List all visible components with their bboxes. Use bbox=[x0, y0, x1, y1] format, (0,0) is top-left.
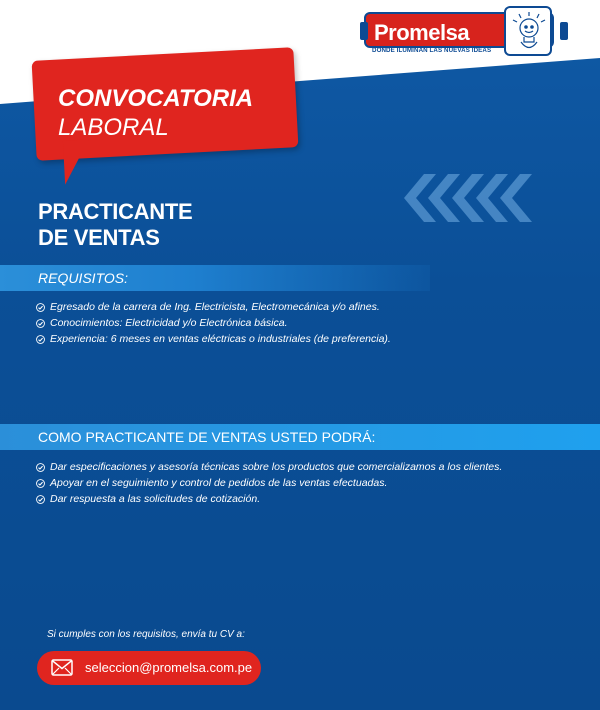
requirement-text: Conocimientos: Electricidad y/o Electrónica básica. bbox=[50, 317, 288, 329]
headline-bubble-tail bbox=[63, 139, 91, 184]
job-title-line1: PRACTICANTE bbox=[38, 199, 193, 224]
duties-list bbox=[36, 459, 502, 507]
list-item bbox=[36, 459, 502, 475]
job-title-line2: DE VENTAS bbox=[38, 225, 160, 250]
requirements-heading: REQUISITOS: bbox=[38, 270, 128, 286]
check-circle-icon bbox=[36, 495, 45, 504]
brand-tagline: DONDE ILUMINAN LAS NUEVAS IDEAS bbox=[372, 47, 492, 54]
headline bbox=[58, 84, 253, 142]
cta-text: Si cumples con los requisitos, envía tu CV a: bbox=[47, 629, 245, 640]
duties-heading-bar bbox=[0, 424, 600, 450]
chevrons-left-icon bbox=[402, 174, 532, 222]
list-item bbox=[36, 331, 391, 347]
requirement-text: Experiencia: 6 meses en ventas eléctricas o industriales (de preferencia). bbox=[50, 333, 391, 345]
logo-cap-left bbox=[360, 22, 368, 40]
check-circle-icon bbox=[36, 319, 45, 328]
logo-cap-right bbox=[560, 22, 568, 40]
duty-text: Dar especificaciones y asesoría técnicas sobre los productos que comercializamos a los clientes. bbox=[50, 461, 503, 473]
headline-line1: CONVOCATORIA bbox=[58, 85, 254, 112]
envelope-icon bbox=[51, 659, 73, 676]
check-circle-icon bbox=[36, 479, 45, 488]
lightbulb-mascot-icon bbox=[504, 6, 552, 56]
requirements-heading-bar bbox=[0, 265, 430, 291]
job-title bbox=[38, 199, 192, 251]
email-button[interactable] bbox=[37, 651, 261, 685]
list-item bbox=[36, 315, 391, 331]
brand-name: Promelsa bbox=[374, 20, 470, 45]
list-item bbox=[36, 491, 502, 507]
check-circle-icon bbox=[36, 335, 45, 344]
email-address[interactable]: seleccion@promelsa.com.pe bbox=[85, 660, 253, 675]
duties-heading: COMO PRACTICANTE DE VENTAS USTED PODRÁ: bbox=[38, 429, 376, 445]
list-item bbox=[36, 475, 502, 491]
requirements-list bbox=[36, 299, 391, 347]
duty-text: Dar respuesta a las solicitudes de cotización. bbox=[50, 493, 261, 505]
list-item bbox=[36, 299, 391, 315]
check-circle-icon bbox=[36, 463, 45, 472]
requirement-text: Egresado de la carrera de Ing. Electricista, Electromecánica y/o afines. bbox=[50, 301, 380, 313]
duty-text: Apoyar en el seguimiento y control de pedidos de las ventas efectuadas. bbox=[50, 477, 388, 489]
headline-line2: LABORAL bbox=[58, 114, 169, 141]
check-circle-icon bbox=[36, 303, 45, 312]
brand-logo bbox=[364, 6, 568, 56]
